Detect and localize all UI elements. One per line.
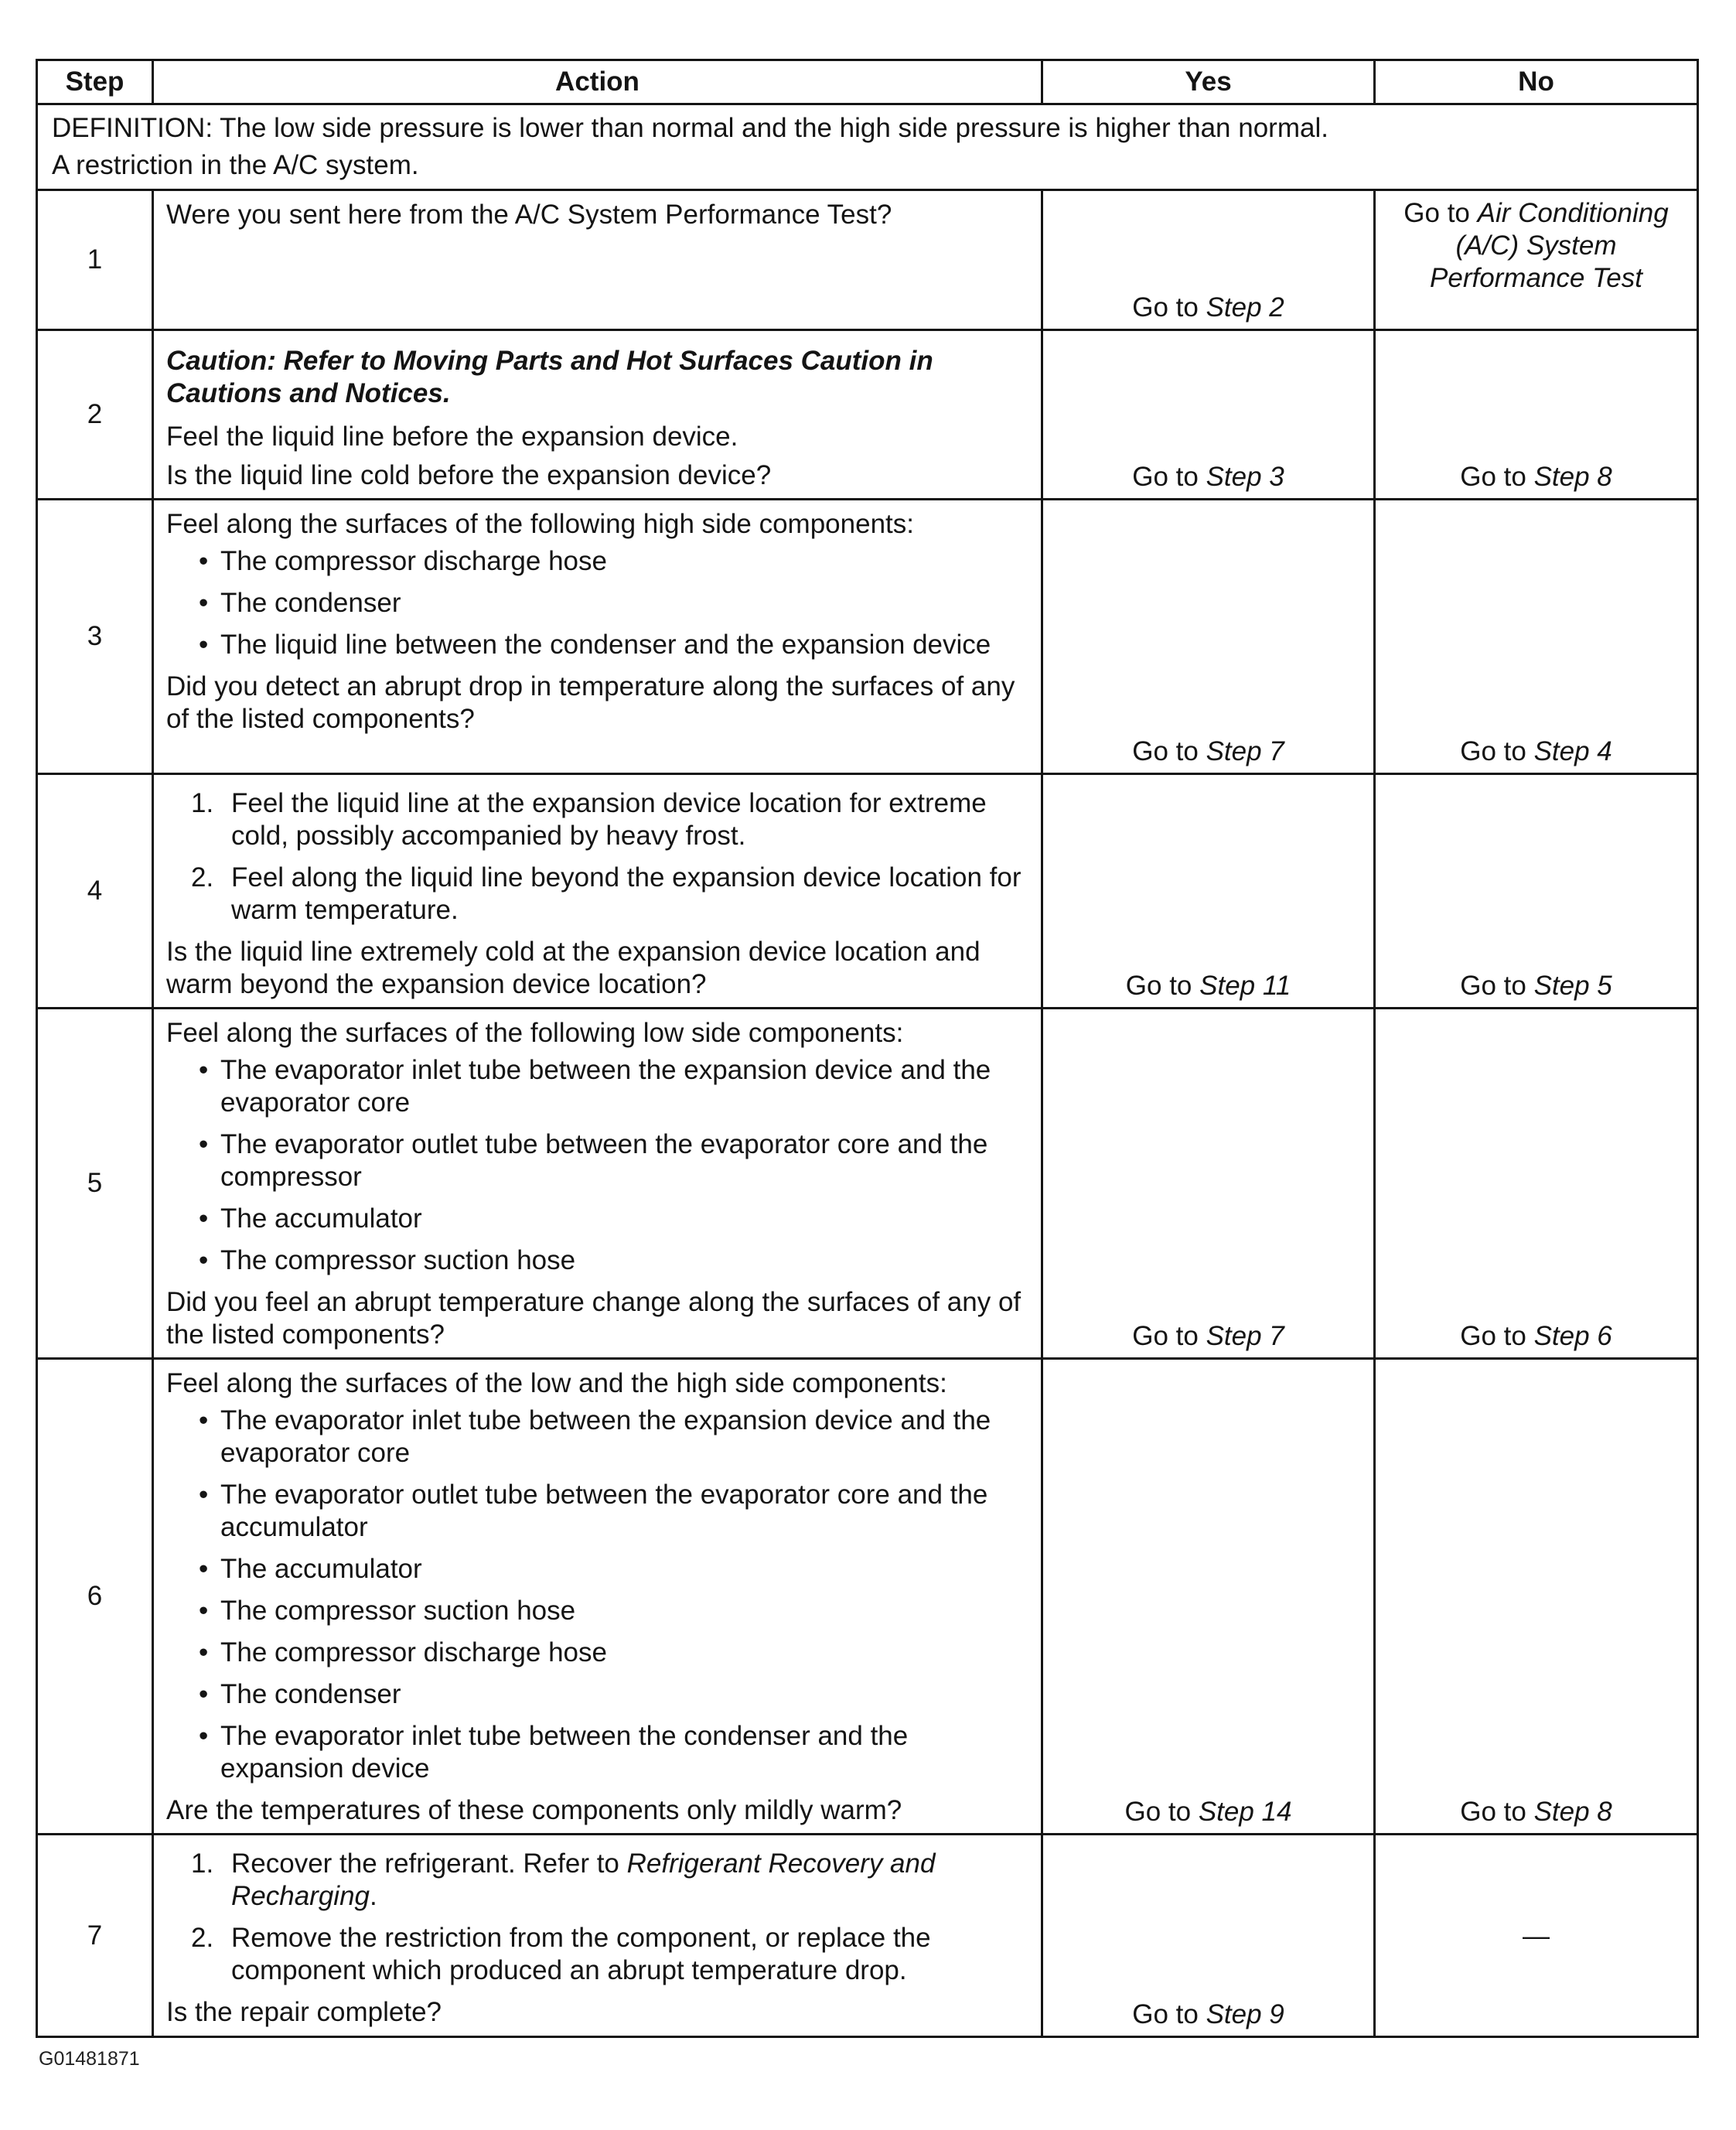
list-item: • The accumulator bbox=[166, 1553, 1030, 1586]
no-goto: Go to Step 6 bbox=[1460, 1321, 1612, 1351]
action-cell bbox=[153, 774, 1042, 1009]
step-row-6 bbox=[37, 1359, 1698, 1835]
list-item: • The evaporator outlet tube between the evaporator core and the accumulator bbox=[166, 1479, 1030, 1544]
caution-text: Caution: Refer to Moving Parts and Hot Surfaces Caution in Cautions and Notices. bbox=[166, 346, 933, 408]
no-goto: Go to Step 8 bbox=[1460, 462, 1612, 492]
step-row-4 bbox=[37, 774, 1698, 1009]
no-goto: Go to Step 5 bbox=[1460, 971, 1612, 1001]
step-number: 1 bbox=[37, 190, 153, 330]
yes-goto: Go to Step 11 bbox=[1125, 971, 1291, 1001]
yes-goto: Go to Step 7 bbox=[1132, 736, 1284, 766]
component-list bbox=[166, 1054, 1030, 1277]
yes-cell bbox=[1042, 190, 1375, 330]
action-cell bbox=[153, 1835, 1042, 2037]
component-list bbox=[166, 1405, 1030, 1785]
instruction-text: Feel the liquid line before the expansion device. bbox=[166, 422, 738, 452]
list-item: • The compressor suction hose bbox=[166, 1595, 1030, 1627]
definition-text: DEFINITION: The low side pressure is lower than normal and the high side pressure is higher than normal. bbox=[52, 113, 1328, 143]
yes-cell bbox=[1042, 330, 1375, 500]
action-cell bbox=[153, 1009, 1042, 1359]
question-text: Were you sent here from the A/C System Performance Test? bbox=[166, 200, 892, 230]
no-cell bbox=[1375, 1835, 1698, 2037]
no-cell bbox=[1375, 500, 1698, 774]
list-item: • The condenser bbox=[166, 1678, 1030, 1711]
list-item: • The evaporator inlet tube between the expansion device and the evaporator core bbox=[166, 1405, 1030, 1469]
component-list bbox=[166, 545, 1030, 661]
figure-id: G01481871 bbox=[39, 2048, 140, 2070]
question-text: Is the liquid line cold before the expansion device? bbox=[166, 460, 772, 490]
action-cell bbox=[153, 190, 1042, 330]
intro-text: Feel along the surfaces of the following low side components: bbox=[166, 1018, 904, 1048]
yes-goto: Go to Step 3 bbox=[1132, 462, 1284, 492]
action-cell bbox=[153, 1359, 1042, 1835]
question-text: Is the repair complete? bbox=[166, 1997, 442, 2027]
no-cell bbox=[1375, 190, 1698, 330]
yes-goto: Go to Step 7 bbox=[1132, 1321, 1284, 1351]
procedure-list bbox=[166, 787, 1030, 927]
list-item: • The compressor suction hose bbox=[166, 1244, 1030, 1277]
yes-goto: Go to Step 14 bbox=[1124, 1797, 1292, 1827]
step-number: 4 bbox=[37, 774, 153, 1009]
step-number: 3 bbox=[37, 500, 153, 774]
list-item: • The liquid line between the condenser and the expansion device bbox=[166, 629, 1030, 661]
header-no: No bbox=[1375, 60, 1698, 104]
step-number: 6 bbox=[37, 1359, 153, 1835]
definition-cell bbox=[37, 104, 1698, 190]
step-row-2 bbox=[37, 330, 1698, 500]
list-item: • The evaporator inlet tube between the condenser and the expansion device bbox=[166, 1720, 1030, 1785]
header-yes: Yes bbox=[1042, 60, 1375, 104]
header-step: Step bbox=[37, 60, 153, 104]
no-cell bbox=[1375, 774, 1698, 1009]
question-text: Did you detect an abrupt drop in temperature along the surfaces of any of the listed components? bbox=[166, 671, 1015, 734]
step-number: 7 bbox=[37, 1835, 153, 2037]
diagnostic-table bbox=[36, 59, 1699, 2038]
not-applicable-dash: — bbox=[1523, 1921, 1550, 1951]
no-goto: Go to Step 8 bbox=[1460, 1797, 1612, 1827]
yes-cell bbox=[1042, 1359, 1375, 1835]
yes-cell bbox=[1042, 774, 1375, 1009]
no-cell bbox=[1375, 1359, 1698, 1835]
yes-goto: Go to Step 2 bbox=[1132, 292, 1284, 323]
yes-cell bbox=[1042, 1835, 1375, 2037]
list-item: • The compressor discharge hose bbox=[166, 545, 1030, 578]
list-item: 2. Feel along the liquid line beyond the expansion device location for warm temperature. bbox=[191, 862, 1021, 925]
step-row-5 bbox=[37, 1009, 1698, 1359]
yes-cell bbox=[1042, 500, 1375, 774]
list-item: 1. Recover the refrigerant. Refer to Refrigerant Recovery and Recharging. bbox=[191, 1848, 936, 1911]
question-text: Is the liquid line extremely cold at the expansion device location and warm beyond the expansion device location? bbox=[166, 937, 981, 999]
action-cell bbox=[153, 330, 1042, 500]
definition-row bbox=[37, 104, 1698, 190]
question-text: Did you feel an abrupt temperature change along the surfaces of any of the listed components? bbox=[166, 1287, 1021, 1350]
intro-text: Feel along the surfaces of the following high side components: bbox=[166, 509, 914, 539]
step-row-1 bbox=[37, 190, 1698, 330]
step-number: 5 bbox=[37, 1009, 153, 1359]
list-item: • The accumulator bbox=[166, 1203, 1030, 1235]
no-goto: Go to Step 4 bbox=[1460, 736, 1612, 766]
step-row-7 bbox=[37, 1835, 1698, 2037]
no-goto: Go to Air Conditioning (A/C) System Performance Test bbox=[1403, 198, 1669, 293]
intro-text: Feel along the surfaces of the low and the high side components: bbox=[166, 1368, 947, 1398]
list-item: 1. Feel the liquid line at the expansion device location for extreme cold, possibly accompanied by heavy frost. bbox=[191, 788, 987, 851]
header-action: Action bbox=[153, 60, 1042, 104]
procedure-list bbox=[166, 1848, 1030, 1987]
step-row-3 bbox=[37, 500, 1698, 774]
step-number: 2 bbox=[37, 330, 153, 500]
definition-subtext: A restriction in the A/C system. bbox=[52, 150, 419, 180]
header-row bbox=[37, 60, 1698, 104]
list-item: 2. Remove the restriction from the component, or replace the component which produced an abrupt temperature drop. bbox=[191, 1923, 931, 1985]
action-cell bbox=[153, 500, 1042, 774]
reference-link: Refrigerant Recovery and Recharging bbox=[231, 1848, 936, 1911]
yes-goto: Go to Step 9 bbox=[1132, 1999, 1284, 2029]
no-cell bbox=[1375, 1009, 1698, 1359]
yes-cell bbox=[1042, 1009, 1375, 1359]
no-cell bbox=[1375, 330, 1698, 500]
question-text: Are the temperatures of these components only mildly warm? bbox=[166, 1795, 902, 1825]
list-item: • The compressor discharge hose bbox=[166, 1637, 1030, 1669]
list-item: • The evaporator inlet tube between the expansion device and the evaporator core bbox=[166, 1054, 1030, 1119]
list-item: • The evaporator outlet tube between the evaporator core and the compressor bbox=[166, 1128, 1030, 1193]
list-item: • The condenser bbox=[166, 587, 1030, 620]
